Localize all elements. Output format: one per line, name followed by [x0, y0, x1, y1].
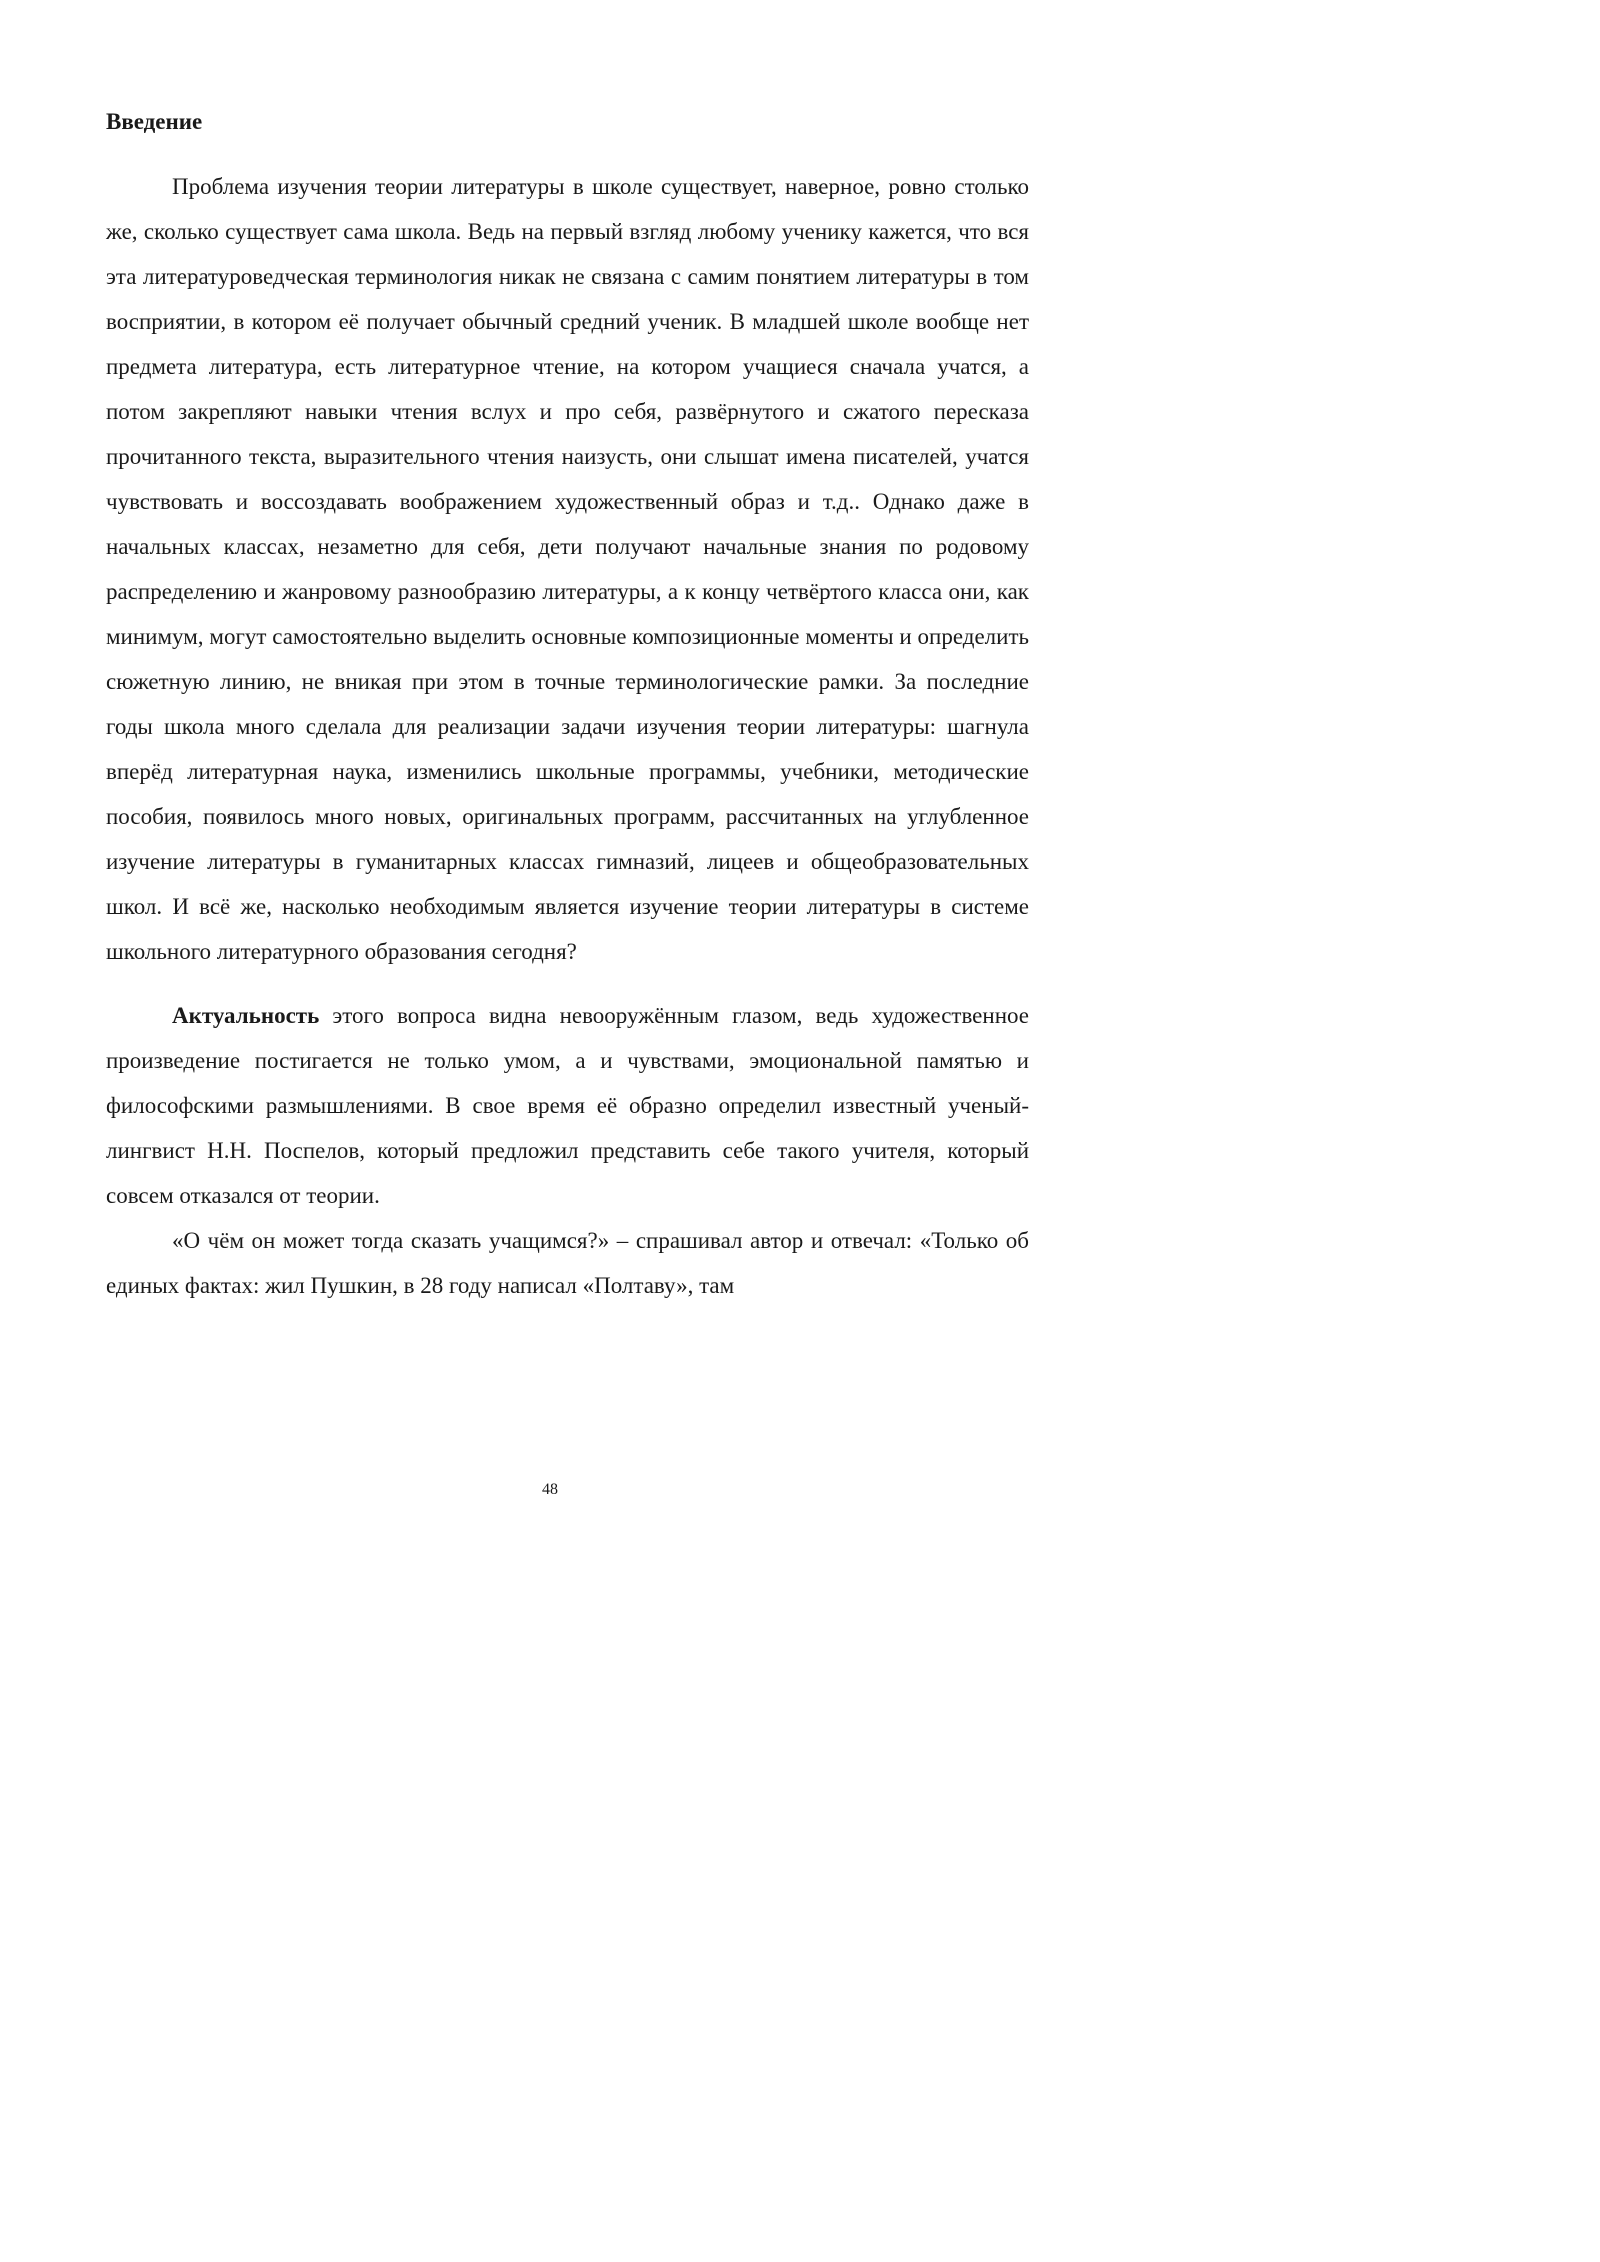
document-page [0, 0, 1100, 1556]
paragraph-intro: Проблема изучения теории литературы в школе существует, наверное, ровно столько же, сколько существует сама школа. Ведь на первый взгляд любому ученику кажется, что вся эта литературоведческая терминология никак не связана с самим понятием литературы в том восприятии, в котором её получает обычный средний ученик. В младшей школе вообще нет предмета литература, есть литературное чтение, на котором учащиеся сначала учатся, а потом закрепляют навыки чтения вслух и про себя, развёрнутого и сжатого пересказа прочитанного текста, выразительного чтения наизусть, они слышат имена писателей, учатся чувствовать и воссоздавать воображением художественный образ и т.д.. Однако даже в начальных классах, незаметно для себя, дети получают начальные знания по родовому распределению и жанровому разнообразию литературы, а к концу четвёртого класса они, как минимум, могут самостоятельно выделить основные композиционные моменты и определить сюжетную линию, не вникая при этом в точные терминологические рамки. За последние годы школа много сделала для реализации задачи изучения теории литературы: шагнула вперёд литературная наука, изменились школьные программы, учебники, методические пособия, появилось много новых, оригинальных программ, рассчитанных на углубленное изучение литературы в гуманитарных классах гимназий, лицеев и общеобразовательных школ. И всё же, насколько необходимым является изучение теории литературы в системе школьного литературного образования сегодня? [106, 174, 1029, 964]
section-heading: Введение [106, 109, 203, 134]
paragraph-relevance [106, 993, 1029, 1218]
paragraph-relevance-text: этого вопроса видна невооружённым глазом, ведь художественное произведение постигается не только умом, а и чувствами, эмоциональной памятью и философскими размышлениями. В свое время её образно определил известный ученый-лингвист Н.Н. Поспелов, который предложил представить себе такого учителя, который совсем отказался от теории. [106, 1003, 1029, 1208]
page-body [106, 102, 1029, 1308]
page-number: 48 [542, 1481, 558, 1498]
paragraph-quote: «О чём он может тогда сказать учащимся?» – спрашивал автор и отвечал: «Только об единых фактах: жил Пушкин, в 28 году написал «Полтаву», там [106, 1228, 1029, 1298]
paragraph-lead-term: Актуальность [172, 1003, 320, 1028]
